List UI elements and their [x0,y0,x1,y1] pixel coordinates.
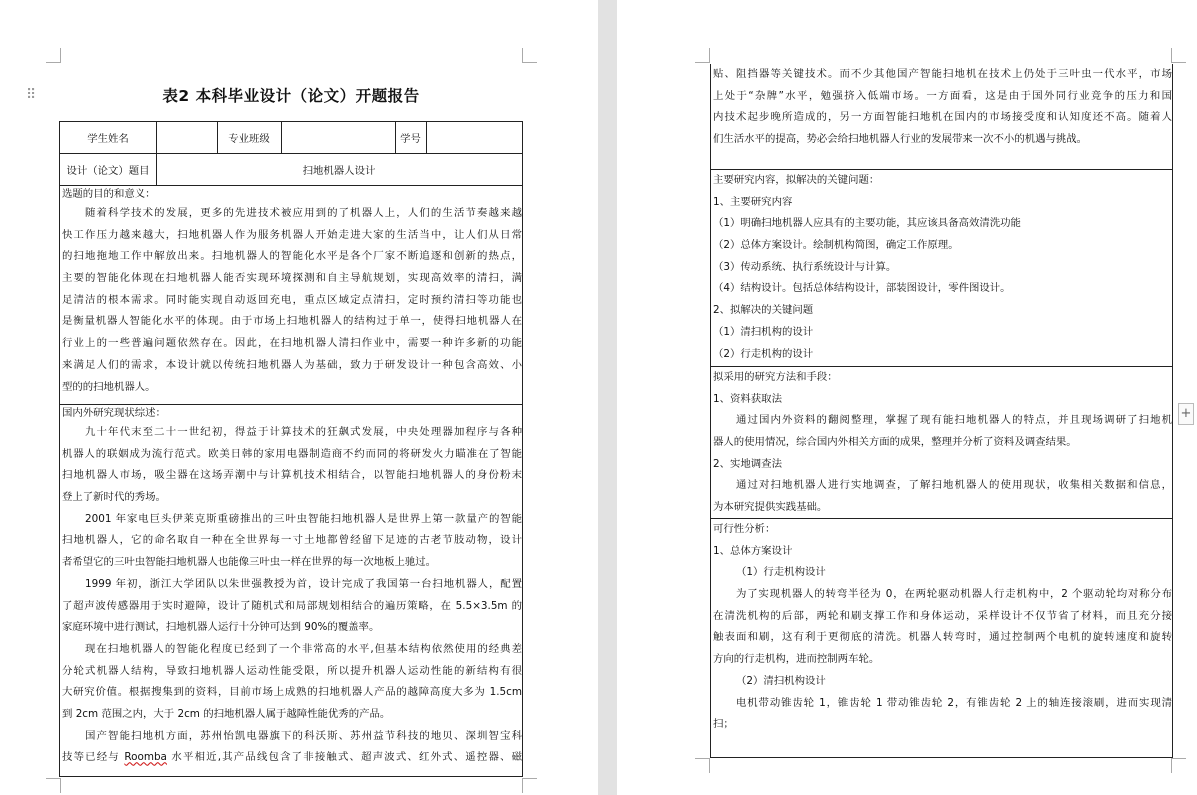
student-id-value[interactable] [426,122,522,153]
purpose-line: 的扫地拖地工作中解放出来。扫地机器人的智能化水平是各个厂家不断追逐和创新的热点， [62,250,522,263]
methods-line: 器人的使用情况，综合国内外相关方面的成果，整理并分析了资料及调查结果。 [713,436,1077,449]
drag-handle-icon[interactable]: ⠿ [26,87,37,103]
document-page-2 [617,0,1197,795]
crop-mark [522,48,537,63]
review-line: 机器人的联姻成为流行范式。欧美日韩的家用电器制造商不约而同的将研发火力瞄准在了智能 [62,447,522,460]
purpose-line: 足清洁的根本需求。同时能实现自动返回充电，重点区域定点清扫，定时预约清扫等功能也 [62,293,522,306]
review-line: 了超声波传感器用于实时避障，设计了随机式和局部规划相结合的遍历策略，在 5.5×3.5m 的 [62,599,522,612]
topic-row [60,153,522,186]
review-line: 现在扫地机器人的智能化程度已经到了一个非常高的水平,但基本结构依然使用的经典差 [85,642,522,655]
crop-mark [695,758,710,773]
major-class-value[interactable] [281,122,395,153]
purpose-section [60,186,522,405]
review-line: 1999 年初，浙江大学团队以朱世强教授为首，设计完成了我国第一台扫地机器人，配置 [85,577,522,590]
student-id-label: 学号 [400,133,421,145]
review-line: 国产智能扫地机方面，苏州怡凯电器旗下的科沃斯、苏州益节科技的地贝、深圳智宝科 [85,729,522,742]
cleaning-line: 扫； [713,718,734,731]
review-line: 扫地机器人市场，吸尘器在这场弄潮中与计算机技术相结合，以智能扫地机器人的身份粉末 [62,469,522,482]
spellcheck-flag[interactable]: Roomba [124,751,167,764]
review-line: 2001 年家电巨头伊莱克斯重磅推出的三叶虫智能扫地机器人是世界上第一款量产的智能 [85,512,522,525]
research-item: （4）结构设计。包括总体结构设计，部装图设计，零件图设计。 [713,282,1011,295]
topic-value[interactable]: 扫地机器人设计 [302,164,376,177]
walking-line: 方向的行走机构，进而控制两车轮。 [713,653,880,666]
purpose-line: 行业上的一些普遍问题依然存在。因此，在扫地机器人清扫作业中，需要一种许多新的功能 [62,337,522,350]
purpose-line: 型的的扫地机器人。 [62,380,156,393]
walking-line: 在清洗机构的后部，两轮和刷支撑工作和身体运动，采样设计不仅节省了材料，而且充分接 [713,609,1172,622]
review-line: 到 2cm 范围之内，大于 2cm 的扫地机器人属于越障性能优秀的产品。 [62,707,391,720]
methods-line: 通过对扫地机器人进行实地调查，了解扫地机器人的使用现状，收集相关数据和信息， [736,479,1172,492]
research-section [711,170,1172,367]
review-line: 上处于“杂牌”水平，勉强挤入低端市场。一方面看，这是由于国外同行业竞争的压力和国 [713,89,1172,102]
topic-label: 设计（论文）题目 [66,164,150,177]
review-line: 贴、阻挡器等关键技术。而不少其他国产智能扫地机在技术上仍处于三叶虫一代水平，市场 [713,68,1172,80]
review-line: 登上了新时代的秀场。 [62,491,166,504]
review-line: 家庭环境中进行测试，扫地机器人运行十分钟可达到 90%的覆盖率。 [62,621,380,634]
review-line: 内技术起步晚所造成的，另一方面智能扫地机在国内的市场接受度和认知度还不高。随着人 [713,111,1172,124]
feasibility-section [711,519,1172,757]
purpose-line: 随着科学技术的发展，更多的先进技术被应用到的了机器人上，人们的生活节奏越来越 [85,207,522,219]
crop-mark [522,778,537,793]
page-title: 表2 本科毕业设计（论文）开题报告 [162,87,420,105]
review-continuation [711,64,1172,170]
purpose-line: 来满足人们的需求，本设计就以传统扫地机器人为基础，致力于研发设计一种包含高效、小 [62,358,522,371]
major-class-label: 专业班级 [228,133,270,145]
student-name-label: 学生姓名 [87,133,129,145]
methods-line: 为本研究提供实践基础。 [713,501,828,514]
purpose-line: 是衡量机器人智能化水平的体现。由于市场上扫地机器人的结构过于单一，使得扫地机器人在 [62,315,522,328]
walking-line: 触表面和刷，这有利于更彻底的清洗。机器人转弯时，通过控制两个电机的旋转速度和旋转 [713,631,1172,644]
research-item: （1）清扫机构的设计 [713,325,814,338]
research-item: 2、拟解决的关键问题 [713,304,814,317]
document-page-1 [0,0,598,795]
crop-mark [1171,758,1186,773]
research-item: （3）传动系统、执行系统设计与计算。 [713,260,897,273]
purpose-line: 主要的智能化体现在扫地机器人能否实现环境探测和自主导航规划，实现高效率的清扫，满 [62,272,522,285]
feasibility-heading: 可行性分析： [713,523,776,535]
methods-subheading: 1、资料获取法 [713,392,782,405]
cleaning-line: 电机带动锥齿轮 1，锥齿轮 1 带动锥齿轮 2，有锥齿轮 2 上的轴连接滚刷，进而实现清 [736,696,1172,709]
add-icon[interactable]: + [1178,403,1194,425]
crop-mark [1171,48,1186,63]
purpose-line: 快工作压力越来越大，扫地机器人作为服务机器人开始走进大家的生活当中，让人们从日常 [62,228,522,241]
crop-mark [46,48,61,63]
review-line: 扫地机器人，它的命名取自一种在全世界每一寸土地都曾经留下足迹的古老节肢动物，设计 [62,534,522,547]
cleaning-heading: （2）清扫机构设计 [736,674,826,687]
research-item: 1、主要研究内容 [713,195,793,208]
review-line: 们生活水平的提高，势必会给扫地机器人行业的发展带来一次不小的机遇与挑战。 [713,133,1088,146]
review-heading: 国内外研究现状综述： [62,407,166,419]
walking-heading: （1）行走机构设计 [736,566,826,579]
crop-mark [695,48,710,63]
review-section [60,405,522,776]
report-table [59,121,523,777]
methods-section [711,367,1172,519]
review-line: 者希望它的三叶虫智能扫地机器人也能像三叶虫一样在世界的每一次地板上驰过。 [62,556,437,569]
walking-line: 为了实现机器人的转弯半径为 0，在两轮驱动机器人行走机构中，2 个驱动轮均对称分布 [736,588,1172,601]
methods-heading: 拟采用的研究方法和手段： [713,371,838,383]
page-gap [598,0,617,795]
review-line: 技等已经与 Roomba 水平相近,其产品线包含了非接触式、超声波式、红外式、遥控器、磁 [62,751,522,764]
review-line: 分轮式机器人结构，导致扫地机器人运动性能受限，所以提升机器人运动性能的新结构有很 [62,664,522,677]
student-name-value[interactable] [156,122,217,153]
research-item: （1）明确扫地机器人应具有的主要功能，其应该具备高效清洗功能 [713,217,1021,230]
crop-mark [46,778,61,793]
methods-line: 通过国内外资料的翻阅整理，掌握了现有能扫地机器人的特点，并且现场调研了扫地机 [736,414,1172,427]
research-item: （2）总体方案设计。绘制机构简图，确定工作原理。 [713,239,959,252]
report-table-continued [710,64,1173,758]
review-line: 九十年代末至二十一世纪初，得益于计算技术的狂飙式发展，中央处理器加程序与各种 [85,426,522,438]
review-line: 大研究价值。根据搜集到的资料，目前市场上成熟的扫地机器人产品的越障高度大多为 1.5cm [62,686,522,699]
header-row [60,122,522,154]
research-item: （2）行走机构的设计 [713,347,814,360]
purpose-heading: 选题的目的和意义： [62,188,156,200]
feasibility-subheading: 1、总体方案设计 [713,544,793,557]
research-heading: 主要研究内容，拟解决的关键问题： [713,174,880,186]
methods-subheading: 2、实地调查法 [713,457,782,470]
